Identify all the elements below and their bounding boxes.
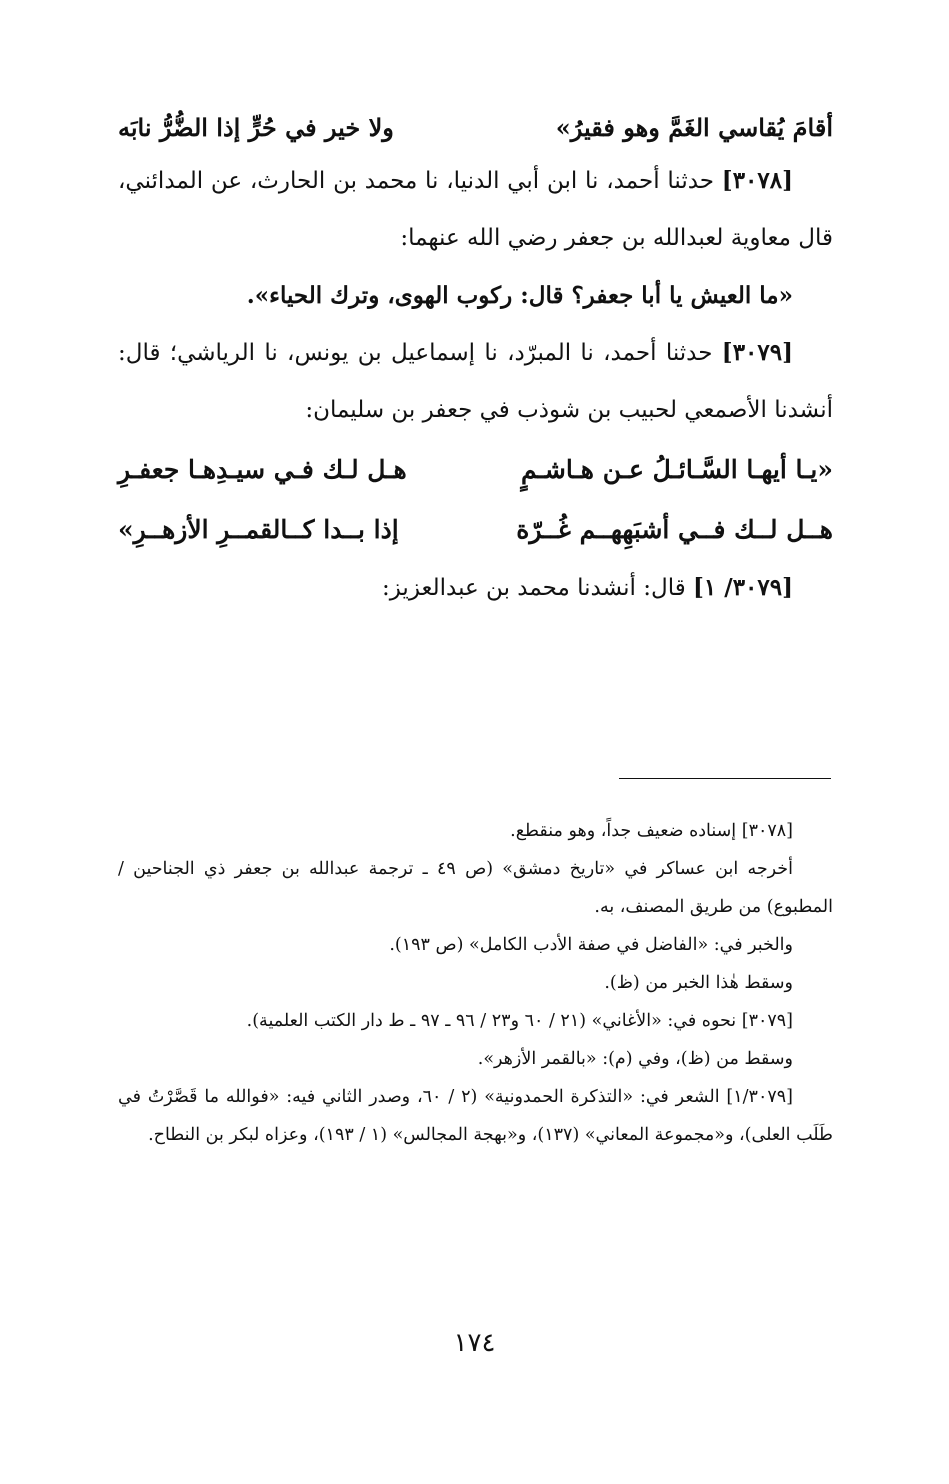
verse-hemistich-second: ولا خير في حُرٍّ إذا الضُّرُّ نابَه xyxy=(118,113,394,142)
verse-hemistich-first: أقامَ يُقاسي الغَمَّ وهو فقيرُ» xyxy=(555,113,833,142)
narration-3079-1 xyxy=(118,559,833,617)
footnote-separator xyxy=(619,778,831,779)
quote-3078: «ما العيش يا أبا جعفر؟ قال: ركوب الهوى، وترك الحياء». xyxy=(246,282,793,310)
narration-number: [٣٠٧٩/ ١] xyxy=(693,574,793,602)
footnote: [١/٣٠٧٩] الشعر في: «التذكرة الحمدونية» (٢ / ٦٠، وصدر الثاني فيه: «فوالله ما قَصَّرْتُ في طَلَب العلى)، و«مجموعة المعاني» (١٣٧)، و«بهجة المجالس» (١ / ١٩٣)، وعزاه لبكر بن النطاح. xyxy=(118,1087,833,1145)
footnote: وسقط هٰذا الخبر من (ظ). xyxy=(604,973,793,993)
footnote: والخبر في: «الفاضل في صفة الأدب الكامل» (ص ١٩٣). xyxy=(389,935,793,955)
narration-text: حدثنا أحمد، نا المبرّد، نا إسماعيل بن يونس، نا الرياشي؛ قال: أنشدنا الأصمعي لحبيب بن شوذب في جعفر بن سليمان: xyxy=(118,340,833,424)
page-number: ١٧٤ xyxy=(453,1328,496,1358)
footnote: أخرجه ابن عساكر في «تاريخ دمشق» (ص ٤٩ ـ ترجمة عبدالله بن جعفر ذي الجناحين / المطبوع) من طريق المصنف، به. xyxy=(118,859,833,917)
narration-text: حدثنا أحمد، نا ابن أبي الدنيا، نا محمد بن الحارث، عن المدائني، قال معاوية لعبدالله بن جعفر رضي الله عنهما: xyxy=(118,168,833,252)
narration-3078 xyxy=(118,152,833,267)
poem-verse xyxy=(118,499,833,559)
verse-hemistich-first: هــل لــك فــي أشبَهِهــم غُــرّة xyxy=(516,514,833,544)
footnotes xyxy=(118,812,833,1154)
narration-number: [٣٠٧٩] xyxy=(721,339,793,367)
verse-hemistich-second: إذا بــدا كــالقمــرِ الأزهــرِ» xyxy=(118,514,399,544)
footnote: [٣٠٧٩] نحوه في: «الأغاني» (٢١ / ٦٠ و٢٣ / ٩٦ ـ ٩٧ ـ ط دار الكتب العلمية). xyxy=(246,1011,793,1031)
narration-3079 xyxy=(118,324,833,439)
footnote: وسقط من (ظ)، وفي (م): «بالقمر الأزهر». xyxy=(477,1049,793,1069)
narration-number: [٣٠٧٨] xyxy=(721,167,793,195)
verse-hemistich-first: «يـا أيهـا السَّـائـلُ عـن هـاشـمٍ xyxy=(520,454,833,484)
footnote: [٣٠٧٨] إسناده ضعيف جداً، وهو منقطع. xyxy=(510,821,793,841)
narration-text: قال: أنشدنا محمد بن عبدالعزيز: xyxy=(381,575,694,602)
poem-verse xyxy=(118,439,833,499)
poem-verse xyxy=(118,112,833,144)
verse-hemistich-second: هـل لـك فـي سيـدِهـا جعفـرِ xyxy=(118,454,407,484)
main-text xyxy=(118,110,833,617)
